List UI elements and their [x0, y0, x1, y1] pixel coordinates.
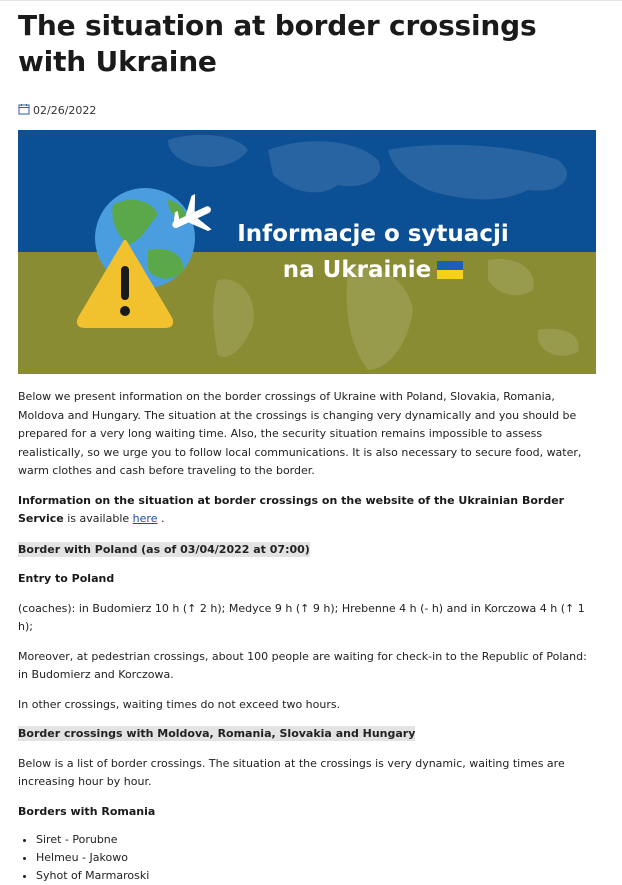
calendar-icon — [18, 103, 33, 118]
others-heading-text: Border crossings with Moldova, Romania, Slovakia and Hungary — [18, 727, 416, 740]
list-intro-paragraph: Below is a list of border crossings. The situation at the crossings is very dynamic, waiting times are increasing hour by hour. — [18, 756, 565, 788]
banner-image — [18, 130, 596, 374]
banner-line-1: Informacje o sytuacji — [237, 221, 509, 247]
date-text: 02/26/2022 — [33, 103, 97, 117]
intro-paragraph: Below we present information on the border crossings of Ukraine with Poland, Slovakia, Romania, Moldova and Hungary. The situation at the crossings is changing very dynamically and you should be prepared for a very long waiting time. Also, the security situation remains impossible to assess realistically, so we urge you to follow local communications. It is also necessary to secure food, water, warm clothes and cash before traveling to the border. — [18, 390, 582, 477]
page-title: The situation at border crossings with Ukraine — [18, 9, 537, 78]
entry-heading — [18, 570, 598, 589]
other-crossings-paragraph: In other crossings, waiting times do not exceed two hours. — [18, 697, 341, 711]
list-item: • Helmeu - Jakowo — [36, 849, 598, 867]
romania-heading — [18, 803, 598, 822]
top-divider — [0, 0, 622, 4]
info-paragraph — [18, 492, 598, 529]
entry-heading-text: Entry to Poland — [18, 572, 115, 585]
list-item: • Siret - Porubne — [36, 831, 598, 849]
info-rest: is available — [63, 512, 133, 525]
here-link[interactable]: here — [132, 512, 158, 525]
info-bold: Information on the situation at border crossings on the website of the Ukrainian Border Service — [18, 493, 565, 525]
romania-heading-text: Borders with Romania — [18, 804, 156, 818]
banner-caption — [223, 216, 523, 288]
coaches-paragraph: (coaches): in Budomierz 10 h (↑ 2 h); Medyce 9 h (↑ 9 h); Hrebenne 4 h (- h) and in Korczowa 4 h (↑ 1 h); — [18, 601, 585, 633]
info-end: . — [157, 512, 165, 525]
list-item: • Syhot of Marmaroski — [36, 867, 598, 885]
poland-heading-text: Border with Poland (as of 03/04/2022 at 07:00) — [18, 542, 310, 556]
banner-line-2-text: na Ukrainie — [282, 257, 432, 283]
section-heading-others — [18, 725, 598, 744]
ukraine-flag-icon — [437, 261, 463, 279]
pedestrian-paragraph: Moreover, at pedestrian crossings, about 100 people are waiting for check-in to the Republic of Poland: in Budomierz and Korczowa. — [18, 649, 587, 681]
article — [18, 8, 598, 885]
romania-crossings-list — [18, 831, 598, 885]
banner-line-2 — [223, 252, 523, 288]
section-heading-poland — [18, 541, 598, 560]
publish-date — [18, 102, 598, 118]
